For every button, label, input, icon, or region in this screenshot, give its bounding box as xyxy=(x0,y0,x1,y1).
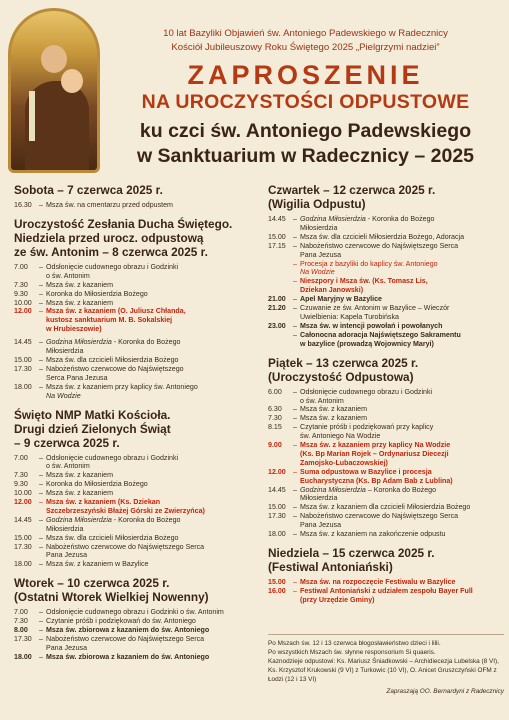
schedule-item: 14.45 – Godzina Miłosierdzia - Koronka do Bożego Miłosierdzia xyxy=(14,338,181,356)
section-title: Niedziela przed urocz. odpustową xyxy=(14,230,204,245)
saint-anthony-icon xyxy=(8,8,100,173)
schedule-item: 7.30 – Msza św. z kazaniem xyxy=(14,471,114,480)
schedule-item: – Całonocna adoracja Najświętszego Sakramentu w bazylice (prowadzą Wojownicy Maryi) xyxy=(293,330,461,348)
section-title: Wtorek – 10 czerwca 2025 r. xyxy=(14,576,170,591)
footer-signature: Zapraszają OO. Bernardyni z Radecznicy xyxy=(386,688,504,695)
schedule-item: 9.30 – Koronka do Miłosierdzia Bożego xyxy=(14,289,148,298)
section-title: ze św. Antonim – 8 czerwca 2025 r. xyxy=(14,244,208,259)
schedule-item: 9.00 – Msza św. z kazaniem przy kaplicy Na Wodzie (Ks. Bp Marian Rojek – Ordynariusz Diecezji Zamojsko-Lubaczowskiej) xyxy=(268,441,451,467)
schedule-item: 17.15 – Nabożeństwo czerwcowe do Najświętszego Serca Pana Jezusa xyxy=(268,241,459,259)
schedule-item: 7.00 – Odsłonięcie cudownego obrazu i Godzinki o św. Antonim xyxy=(14,262,179,280)
section-title: Niedziela – 15 czerwca 2025 r. xyxy=(268,546,435,560)
footer-note: Kaznodzieje odpustowi: Ks. Mariusz Śniadkowski – Archidiecezja Lubelska (8 VI), Ks. Krzysztof Krukowski (9 VI) z Turkowic (10 VI), O. Anicet Gruszczyński OFM z Łodzi (12 i 13 VI) xyxy=(268,658,499,683)
page-title: ZAPROSZENIE xyxy=(187,60,424,90)
header-line2: Kościół Jubileuszowy Roku Świętego 2025 „Pielgrzymi nadziei” xyxy=(171,42,440,53)
schedule-item: 7.00 – Odsłonięcie cudownego obrazu i Godzinki o św. Antonim xyxy=(14,608,224,617)
schedule-item: 21.20 – Czuwanie ze św. Antonim w Bazylice – Wieczór Uwielbienia: Kapela Turobińska xyxy=(268,304,450,321)
schedule-item: 12.00 – Msza św. z kazaniem (O. Juliusz Chłanda, kustosz sanktuarium M. B. Sokalskiej w Hrubieszowie) xyxy=(14,307,186,334)
schedule-item: 10.00 – Msza św. z kazaniem xyxy=(14,298,114,307)
schedule-item: 12.00 – Msza św. z kazaniem (Ks. Dziekan Szczebrzeszyński Błażej Górski ze Zwierzyńca) xyxy=(14,498,205,515)
schedule-item: 18.00 – Msza św. z kazaniem w Bazylice xyxy=(14,560,149,569)
schedule-item: 15.00 – Msza św. dla czcicieli Miłosierdzia Bożego xyxy=(14,533,179,542)
schedule-item: 21.00 – Apel Maryjny w Bazylice xyxy=(268,295,383,304)
section-title: Święto NMP Matki Kościoła. xyxy=(14,407,171,422)
schedule-item: 7.30 – Msza św. z kazaniem xyxy=(268,414,368,423)
footer-note: Po wszystkich Mszach św. słynne responsorium Si quaeris. xyxy=(268,649,436,656)
schedule-item: 7.00 – Odsłonięcie cudownego obrazu i Godzinki o św. Antonim xyxy=(14,453,179,471)
left-column xyxy=(14,183,260,662)
section-title: (Uroczystość Odpustowa) xyxy=(268,369,414,384)
schedule-item: 7.30 – Msza św. z kazaniem xyxy=(14,280,114,289)
section-title: (Festiwal Antoniański) xyxy=(268,560,393,574)
schedule-item: 14.45 – Godzina Miłosierdzia - Koronka do Bożego Miłosierdzia xyxy=(14,515,181,533)
schedule-item: 18.00 – Msza św. z kazaniem na zakończenie odpustu xyxy=(268,530,446,539)
schedule-item: 8.00 – Msza św. zbiorowa z kazaniem do św. Antoniego xyxy=(14,626,210,635)
section-title: Czwartek – 12 czerwca 2025 r. xyxy=(268,183,436,197)
dedication-line2: w Sanktuarium w Radecznicy – 2025 xyxy=(136,145,475,167)
schedule-item: 16.30 – Msza św. na cmentarzu przed odpustem xyxy=(14,201,173,209)
schedule-item: 12.00 – Suma odpustowa w Bazylice i procesja Eucharystyczna (Ks. Bp Adam Bab z Lublina) xyxy=(268,467,453,485)
section-title: (Ostatni Wtorek Wielkiej Nowenny) xyxy=(14,590,209,605)
header xyxy=(0,0,509,180)
page-subtitle: NA UROCZYSTOŚCI ODPUSTOWE xyxy=(141,91,470,113)
schedule-item: 17.30 – Nabożeństwo czerwcowe do Najświętszego Serca Pana Jezusa xyxy=(14,542,205,560)
schedule-item: 8.15 – Czytanie próśb i podziękowań przy kaplicy św. Antoniego Na Wodzie xyxy=(268,423,434,441)
schedule-item: – Nieszpory i Msza św. (Ks. Tomasz Lis, Dziekan Janowski) xyxy=(293,277,428,295)
schedule-item: 16.00 – Festiwal Antoniański z udziałem zespołu Bayer Full (przy Urzędzie Gminy) xyxy=(268,586,473,604)
schedule-item: 15.00 – Msza św. dla czcicieli Miłosierdzia Bożego xyxy=(14,355,179,364)
section-title: Piątek – 13 czerwca 2025 r. xyxy=(268,355,419,370)
schedule-item: 10.00 – Msza św. z kazaniem xyxy=(14,489,114,498)
schedule-item: 14.45 – Godzina Miłosierdzia – Koronka do Bożego Miłosierdzia xyxy=(268,485,437,503)
schedule-item: 15.00 – Msza św. na rozpoczęcie Festiwalu w Bazylice xyxy=(268,578,456,586)
schedule-item: 7.30 – Czytanie próśb i podziękowań do św. Antoniego xyxy=(14,617,196,626)
section-title: Drugi dzień Zielonych Świąt xyxy=(14,421,171,436)
dedication-line1: ku czci św. Antoniego Padewskiego xyxy=(139,120,472,142)
schedule-item: 6.30 – Msza św. z kazaniem xyxy=(268,405,368,414)
schedule-item: 15.00 – Msza św. z kazaniem dla czcicieli Miłosierdzia Bożego xyxy=(268,503,471,512)
schedule-item: 6.00 – Odsłonięcie cudownego obrazu i Godzinki o św. Antonim xyxy=(268,387,433,405)
header-line1: 10 lat Bazyliki Objawień św. Antoniego Padewskiego w Radecznicy xyxy=(163,28,448,39)
footer-note: Po Mszach św. 12 i 13 czerwca błogosławieństwo dzieci i lilii. xyxy=(268,640,441,647)
section-title: Uroczystość Zesłania Ducha Świętego. xyxy=(14,216,233,231)
section-title: – 9 czerwca 2025 r. xyxy=(14,435,120,450)
schedule-item: – Procesja z bazyliki do kaplicy św. Antoniego Na Wodzie xyxy=(293,259,438,277)
schedule-item: 23.00 – Msza św. w intencji powołań i powołanych xyxy=(268,321,443,330)
footer-notes xyxy=(268,634,504,696)
section-title: (Wigilia Odpustu) xyxy=(268,197,366,211)
section-title: Sobota – 7 czerwca 2025 r. xyxy=(14,183,163,197)
schedule-item: 9.30 – Koronka do Miłosierdzia Bożego xyxy=(14,480,148,489)
schedule-item: 17.30 – Nabożeństwo czerwcowe do Najświętszego Serca Pana Jezusa xyxy=(14,364,184,382)
schedule-item: 17.30 – Nabożeństwo czerwcowe do Najświętszego Serca Pana Jezusa xyxy=(14,635,205,652)
schedule-item: 18.00 – Msza św. z kazaniem przy kaplicy św. Antoniego Na Wodzie xyxy=(14,382,198,400)
schedule-item: 17.30 – Nabożeństwo czerwcowe do Najświętszego Serca Pana Jezusa xyxy=(268,512,459,530)
right-column xyxy=(268,183,504,605)
schedule-item: 14.45 – Godzina Miłosierdzia - Koronka do Bożego Miłosierdzia xyxy=(268,215,435,232)
schedule-item: 18.00 – Msza św. zbiorowa z kazaniem do św. Antoniego xyxy=(14,652,210,661)
schedule-item: 15.00 – Msza św. dla czcicieli Miłosierdzia Bożego, Adoracja xyxy=(268,232,465,241)
